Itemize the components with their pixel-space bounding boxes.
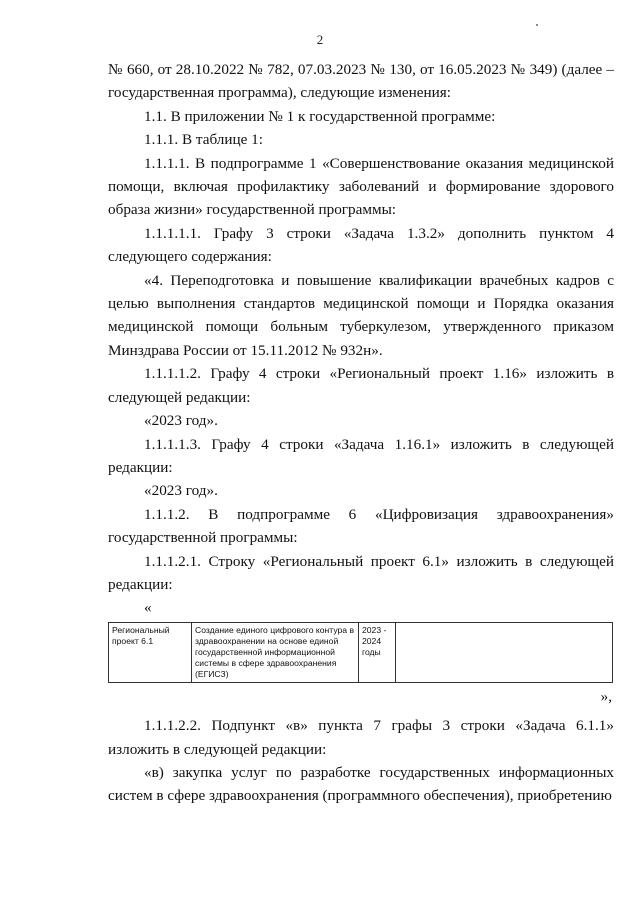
inserted-table-wrapper [108, 622, 614, 683]
paragraph-1-line-1: № 660, от 28.10.2022 № 782, 07.03.2023 № 130, от 16.05.2023 № 349) (далее – [108, 61, 614, 78]
paragraph-1-1-1: 1.1.1. В таблице 1: [144, 131, 263, 149]
paragraph-1-1-1-1-1: 1.1.1.1.1. Графу 3 строки «Задача 1.3.2» дополнить пунктом 4 следующего содержания: [108, 224, 614, 266]
paragraph-1-1: 1.1. В приложении № 1 к государственной программе: [144, 107, 496, 125]
document-body [108, 58, 614, 808]
table-open-quote: « [144, 599, 152, 617]
paragraph-1-1-1-1-3: 1.1.1.1.3. Графу 4 строки «Задача 1.16.1» изложить в следующей редакции: [108, 435, 614, 476]
paragraph-1-1-1-2-1: 1.1.1.2.1. Строку «Региональный проект 6.1» изложить в следующей редакции: [108, 552, 614, 593]
table-cell-project: Региональный проект 6.1 [109, 622, 192, 682]
paragraph-subitem-v: «в) закупка услуг по разработке государственных информационных систем в сфере здравоохранения (программного обеспечения), приобретению [108, 763, 614, 805]
paragraph-2023-year-1: «2023 год». [144, 412, 218, 430]
paragraph-1-1-1-1-2: 1.1.1.1.2. Графу 4 строки «Региональный проект 1.16» изложить в следующей редакции: [108, 365, 614, 406]
inserted-table [108, 622, 613, 683]
table-cell-description: Создание единого цифрового контура в здравоохранении на основе единой государственной информационной системы в сфере здравоохранения (ЕГИСЗ) [192, 622, 359, 682]
table-cell-years: 2023 - 2024 годы [359, 622, 396, 682]
table-row [109, 622, 613, 682]
table-close-quote: », [600, 687, 612, 705]
paragraph-2023-year-2: «2023 год». [144, 482, 218, 500]
paragraph-1-1-1-1: 1.1.1.1. В подпрограмме 1 «Совершенствование оказания медицинской помощи, включая профилактику заболеваний и формирование здорового образа жизни» государственной программы: [108, 154, 614, 219]
table-cell-empty [396, 622, 613, 682]
paragraph-1-1-1-2: 1.1.1.2. В подпрограмме 6 «Цифровизация здравоохранения» государственной программы: [108, 505, 614, 547]
paragraph-1-line-2: государственная программа), следующие изменения: [108, 84, 451, 102]
paragraph-1-1-1-2-2: 1.1.1.2.2. Подпункт «в» пункта 7 графы 3 строки «Задача 6.1.1» изложить в следующей редакции: [108, 717, 614, 758]
paragraph-quoted-item-4: «4. Переподготовка и повышение квалификации врачебных кадров с целью выполнения стандартов медицинской помощи и Порядка оказания медицинской помощи больным туберкулезом, утвержденного приказом Минздрава России от 15.11.2012 № 932н». [108, 271, 614, 359]
page-number: 2 [316, 32, 324, 47]
scan-speck [536, 24, 538, 26]
